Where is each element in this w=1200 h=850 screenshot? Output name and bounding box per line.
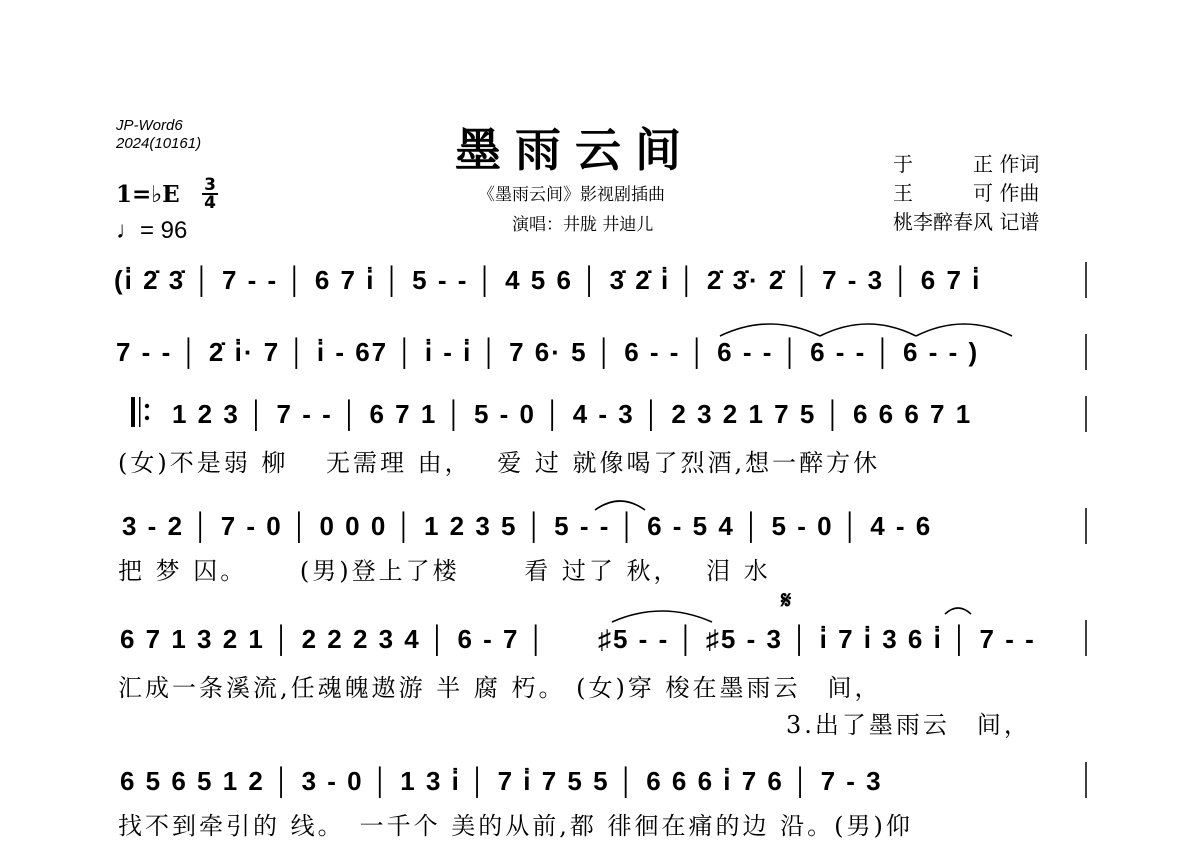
- lyrics-row-5-verse-3: 3.出了墨雨云 间，: [786, 711, 1031, 739]
- lyrics-row-4: 把 梦 囚。 (男)登上了楼 看 过了 秋， 泪 水: [118, 557, 771, 585]
- subtitle: 《墨雨云间》影视剧插曲: [478, 185, 665, 205]
- time-top: 3: [204, 175, 216, 195]
- tie-arc: [916, 324, 1012, 336]
- score-row-6: 6 5 6 5 1 2 │ 3 - 0 │ 1 3 i̇ │ 7 i̇ 7 5 5 │ 6 6 6 i̇ 7 6 │ 7 - 3: [120, 766, 883, 796]
- software-version: JP-Word6: [116, 117, 183, 134]
- tempo-marking: ♩= 96: [116, 217, 188, 244]
- lyrics-row-6: 找不到牵引的 线。 一千个 美的从前,都 徘徊在痛的边 沿。(男)仰: [118, 812, 913, 840]
- lyrics-row-5: 汇成一条溪流,任魂魄遨游 半 腐 朽。 (女)穿 梭在墨雨云 间，: [118, 674, 882, 702]
- key-signature: 1=♭E: [116, 181, 180, 208]
- tie-arc: [595, 501, 645, 510]
- lyrics-row-3: (女)不是弱 柳 无需理 由， 爱 过 就像喝了烈酒,想一醉方休: [118, 449, 881, 477]
- score-row-3: 1 2 3 │ 7 - - │ 6 7 1 │ 5 - 0 │ 4 - 3 │ 2 3 2 1 7 5 │ 6 6 6 7 1: [172, 399, 973, 429]
- score-row-5b: ♯5 - - │ ♯5 - 3 │ i̇ 7 i̇ 3 6 i̇ │ 7 - -: [598, 624, 1036, 654]
- tie-arc: [612, 611, 712, 622]
- score-row-1: (i̇ 2̇ 3̇ │ 7 - - │ 6 7 i̇ │ 5 - - │ 4 5 6 │ 3̇ 2̇ i̇ │ 2̇ 3̇· 2̇ │ 7 - 3 │ 6 7 i̇: [114, 265, 982, 295]
- transcriber-credit: 桃李醉春风 记谱: [893, 210, 1040, 234]
- lyricist-credit: 于 正 作词: [893, 152, 1040, 176]
- score-row-5a: 6 7 1 3 2 1 │ 2 2 2 3 4 │ 6 - 7 │: [120, 624, 547, 654]
- tie-arc: [720, 324, 820, 336]
- score-row-4: 3 - 2 │ 7 - 0 │ 0 0 0 │ 1 2 3 5 │ 5 - - │ 6 - 5 4 │ 5 - 0 │ 4 - 6: [122, 511, 933, 541]
- repeat-start-icon: [131, 397, 149, 427]
- page-title: 墨雨云间: [455, 123, 695, 177]
- composer-credit: 王 可 作曲: [893, 181, 1040, 205]
- time-bottom: 4: [204, 193, 216, 213]
- score-row-2: 7 - - │ 2̇ i̇· 7 │ i̇ - 67 │ i̇ - i̇ │ 7 6· 5 │ 6 - - │ 6 - - │ 6 - - │ 6 - - ): [116, 337, 980, 367]
- slur-arc: [945, 608, 971, 614]
- score-code: 2024(10161): [116, 135, 202, 152]
- segno-icon: 𝄋: [781, 585, 792, 614]
- tie-arc: [820, 324, 916, 336]
- singers: 演唱：井胧 井迪儿: [512, 215, 654, 235]
